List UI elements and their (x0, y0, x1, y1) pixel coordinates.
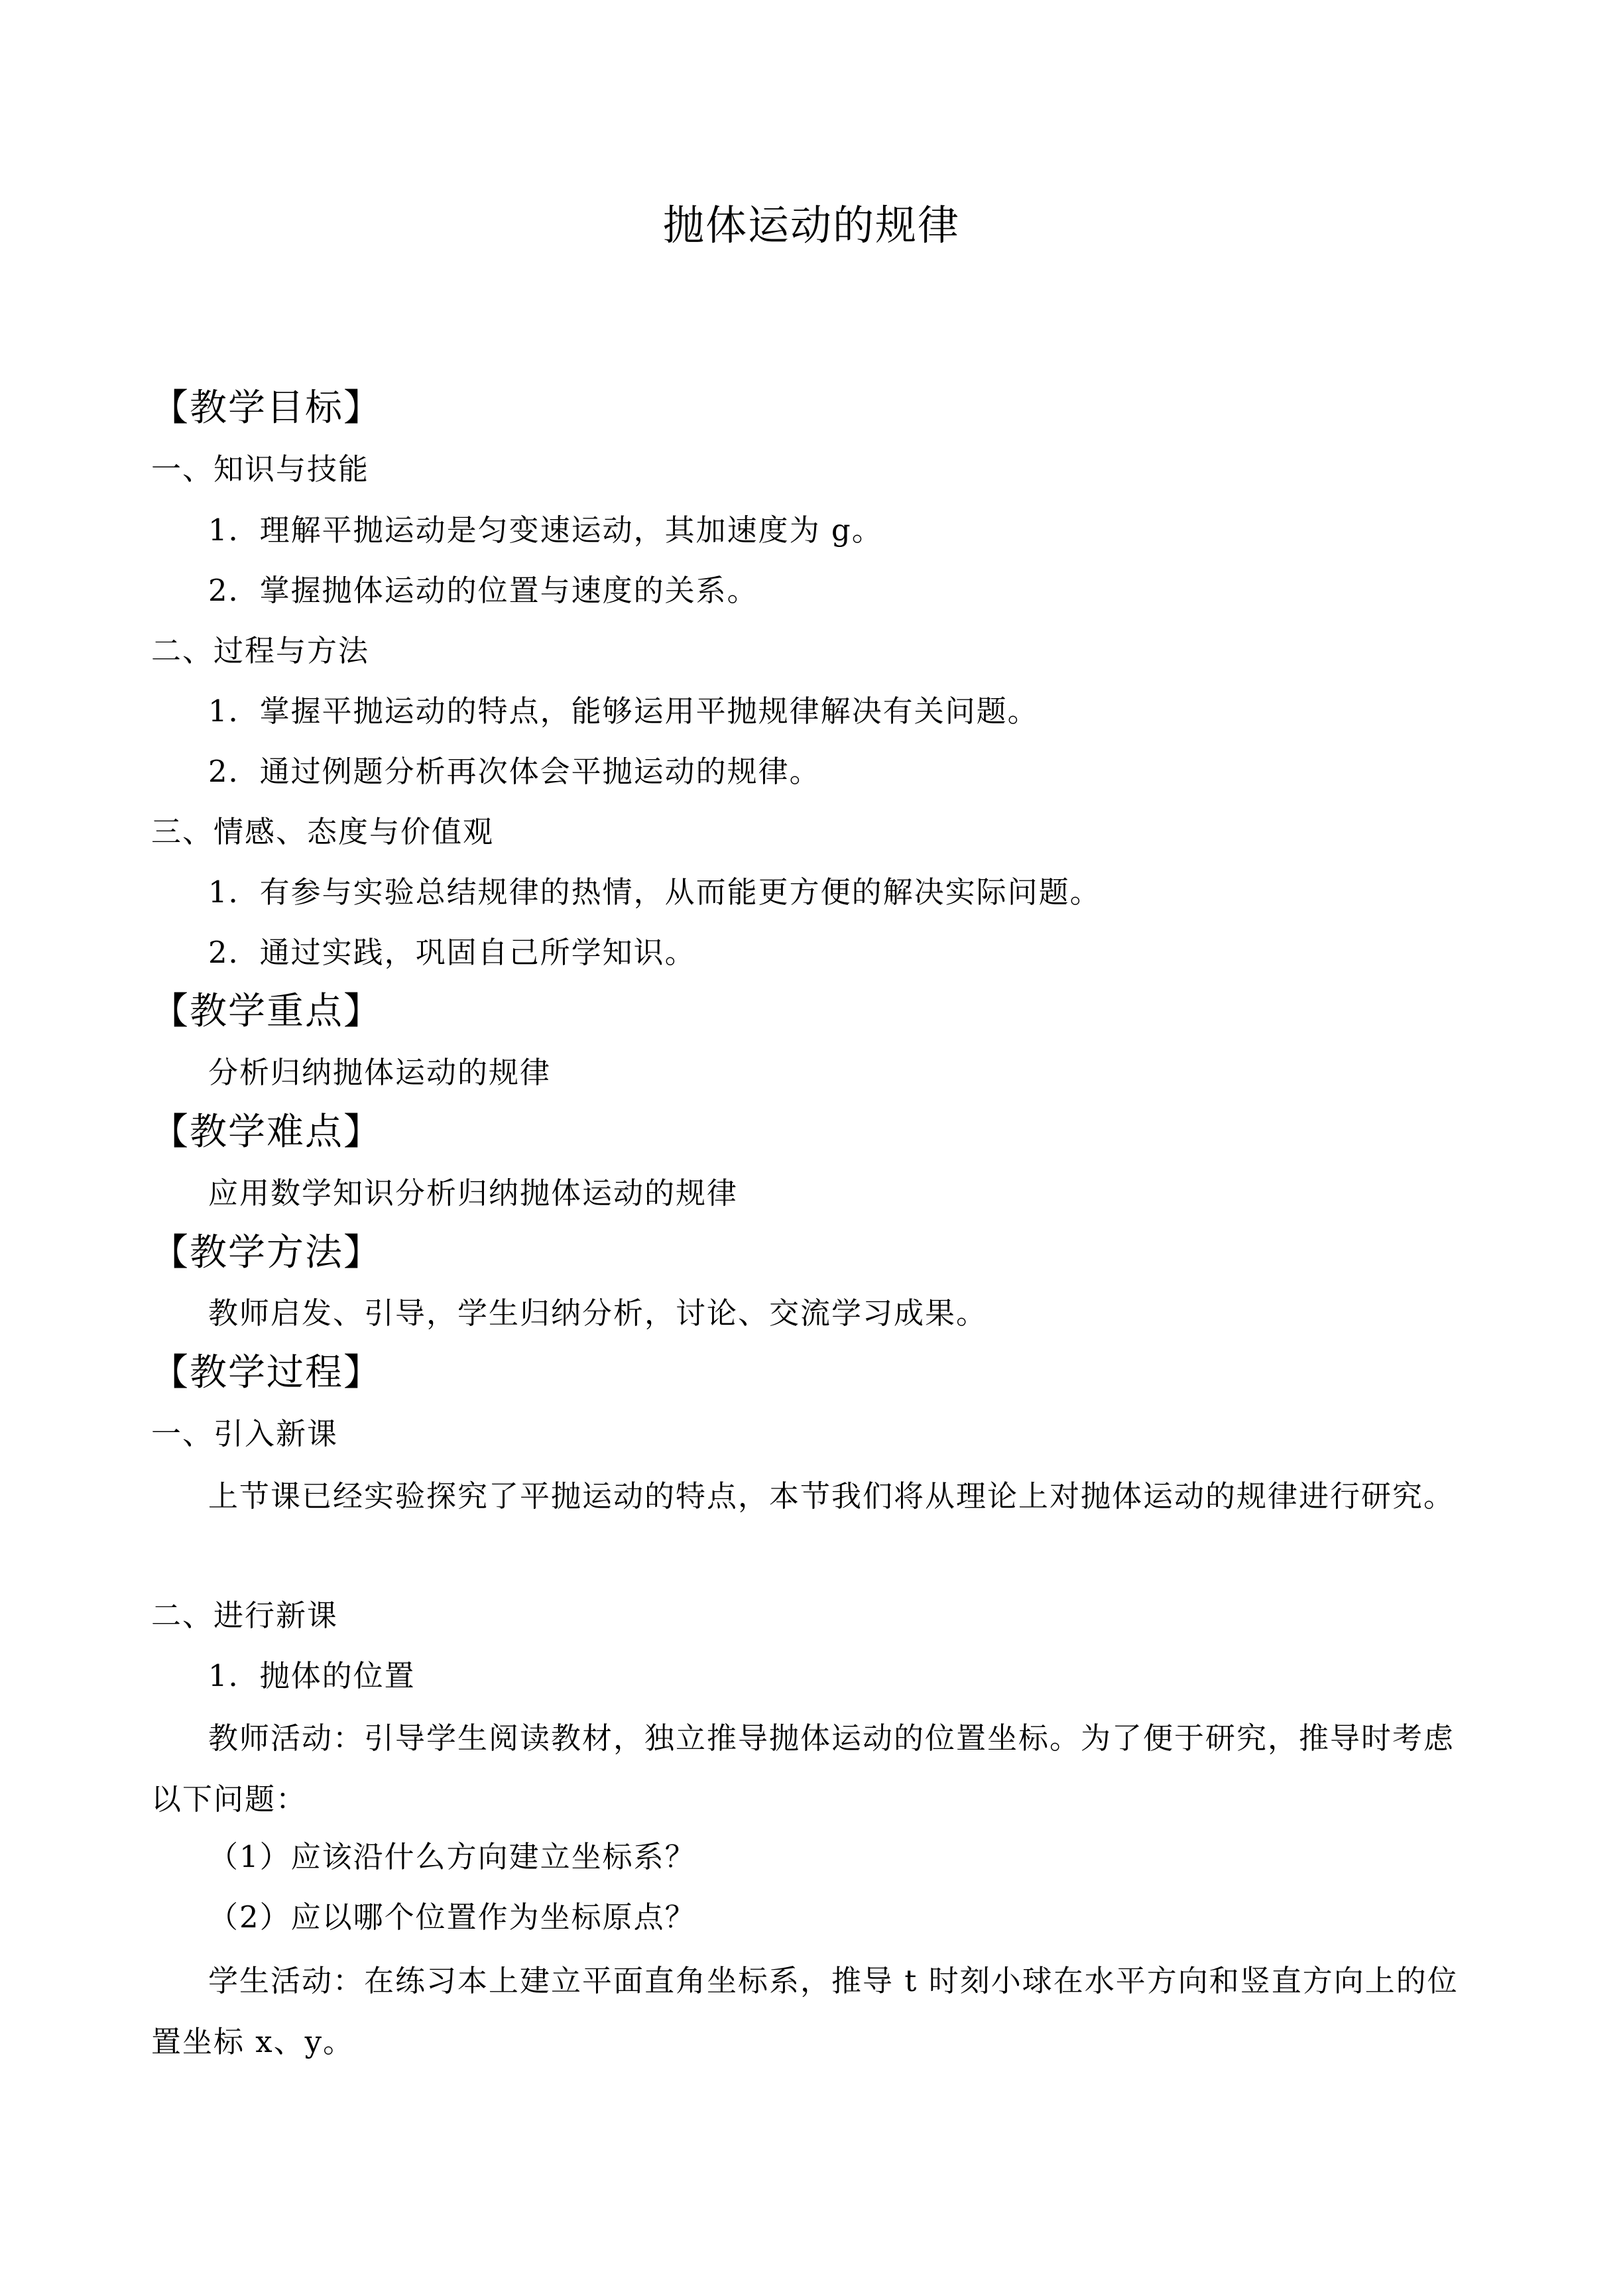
heading-objectives: 【教学目标】 (151, 387, 382, 430)
subheading-process-method: 二、过程与方法 (151, 633, 370, 668)
subheading-emotion-values: 三、情感、态度与价值观 (151, 814, 495, 849)
objective-item: 2．通过实践，巩固自己所学知识。 (208, 935, 696, 970)
objective-item: 1．理解平抛运动是匀变速运动，其加速度为 g。 (208, 513, 883, 548)
intro-paragraph: 上节课已经实验探究了平抛运动的特点，本节我们将从理论上对抛体运动的规律进行研究。 (208, 1479, 1455, 1514)
question-item: （1）应该沿什么方向建立坐标系？ (208, 1839, 696, 1874)
objective-item: 2．通过例题分析再次体会平抛运动的规律。 (208, 754, 821, 789)
key-points-text: 分析归纳抛体运动的规律 (208, 1055, 552, 1090)
methods-text: 教师启发、引导，学生归纳分析，讨论、交流学习成果。 (208, 1296, 988, 1331)
student-activity-paragraph: 学生活动：在练习本上建立平面直角坐标系，推导 t 时刻小球在水平方向和竖直方向上的位置坐标 x、y。 (151, 1963, 1459, 2059)
question-item: （2）应以哪个位置作为坐标原点？ (208, 1900, 696, 1935)
subheading-new-lesson: 二、进行新课 (151, 1598, 339, 1633)
difficulties-text: 应用数学知识分析归纳抛体运动的规律 (208, 1176, 739, 1211)
objective-item: 1．掌握平抛运动的特点，能够运用平抛规律解决有关问题。 (208, 694, 1039, 729)
objective-item: 1．有参与实验总结规律的热情，从而能更方便的解决实际问题。 (208, 875, 1101, 910)
objective-item: 2．掌握抛体运动的位置与速度的关系。 (208, 573, 758, 608)
heading-process: 【教学过程】 (151, 1351, 382, 1394)
subheading-projectile-position: 1．抛体的位置 (208, 1658, 416, 1693)
heading-key-points: 【教学重点】 (151, 990, 382, 1033)
heading-methods: 【教学方法】 (151, 1231, 382, 1274)
heading-difficulties: 【教学难点】 (151, 1111, 382, 1154)
teacher-activity-paragraph: 教师活动：引导学生阅读教材，独立推导抛体运动的位置坐标。为了便于研究，推导时考虑以下问题： (151, 1721, 1455, 1817)
subheading-intro: 一、引入新课 (151, 1416, 339, 1451)
subheading-knowledge-skills: 一、知识与技能 (151, 452, 370, 487)
document-title: 抛体运动的规律 (662, 201, 960, 249)
